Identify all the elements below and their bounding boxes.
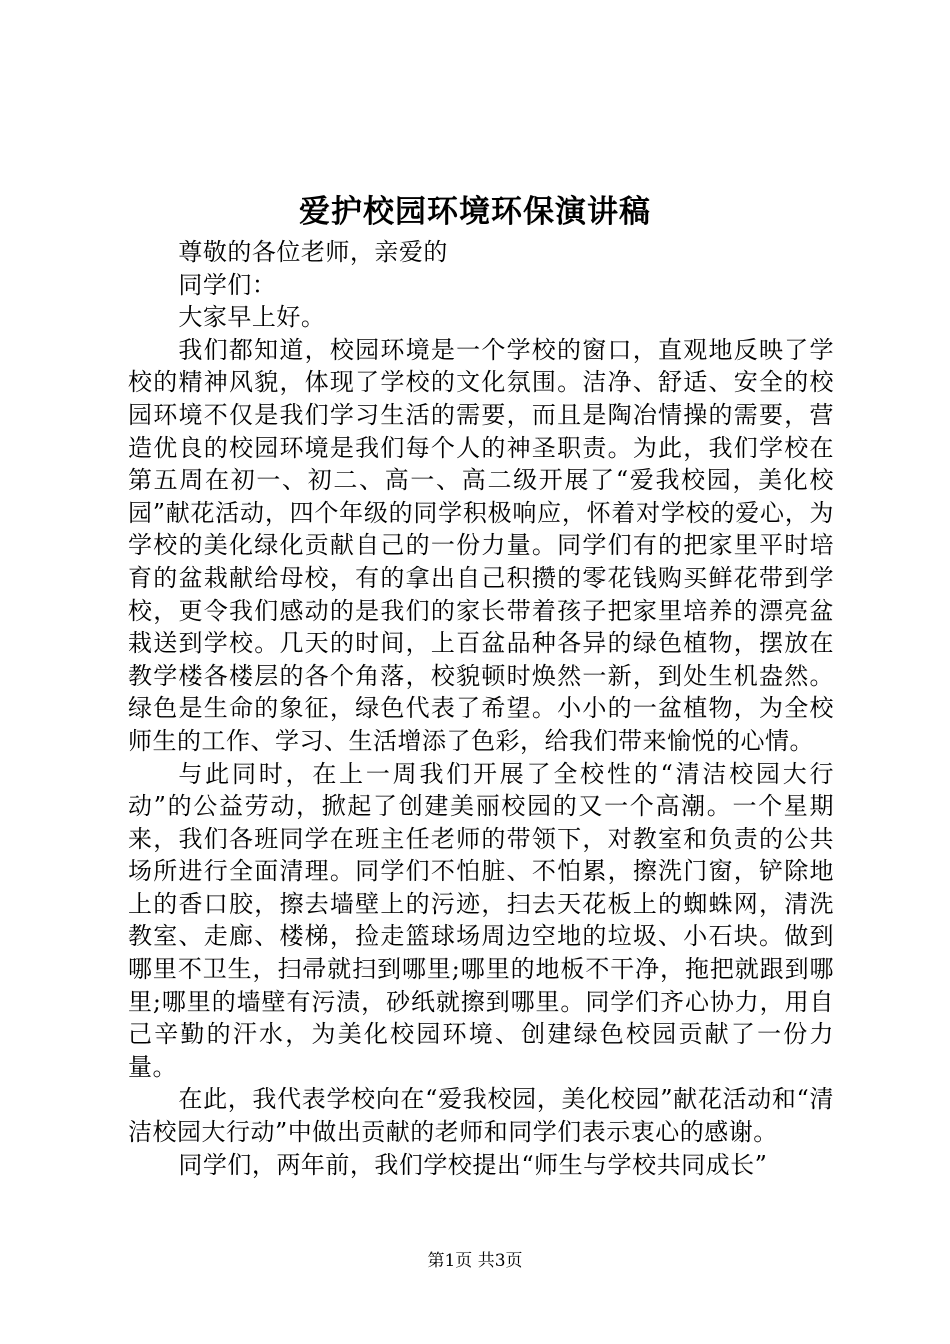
paragraph-4: 同学们，两年前，我们学校提出“师生与学校共同成长” bbox=[178, 1150, 768, 1179]
salutation-line-1: 尊敬的各位老师，亲爱的 bbox=[178, 238, 448, 266]
salutation-line-2: 同学们： bbox=[178, 270, 277, 299]
document-title: 爱护校园环境环保演讲稿 bbox=[299, 194, 651, 230]
greeting: 大家早上好。 bbox=[178, 303, 326, 332]
paragraph-2: 与此同时，在上一周我们开展了全校性的“清洁校园大行动”的公益劳动，掀起了创建美丽校园的又一个高潮。一个星期来，我们各班同学在班主任老师的带领下，对教室和负责的公共场所进行全面清理。同学们不怕脏、不怕累，擦洗门窗，铲除地上的香口胶，擦去墙壁上的污迹，扫去天花板上的蜘蛛网，清洗教室、走廊、楼梯，捡走篮球场周边空地的垃圾、小石块。做到哪里不卫生，扫帚就扫到哪里;哪里的地板不干净，拖把就跟到哪里;哪里的墙壁有污渍，砂纸就擦到哪里。同学们齐心协力，用自己辛勤的汗水，为美化校园环境、创建绿色校园贡献了一份力量。 bbox=[128, 759, 834, 1081]
paragraph-3: 在此，我代表学校向在“爱我校园，美化校园”献花活动和“清洁校园大行动”中做出贡献的老师和同学们表示衷心的感谢。 bbox=[128, 1085, 834, 1147]
document-body bbox=[128, 236, 834, 1181]
page-indicator: 第1页 共3页 bbox=[427, 1251, 523, 1271]
paragraph-1: 我们都知道，校园环境是一个学校的窗口，直观地反映了学校的精神风貌，体现了学校的文化氛围。洁净、舒适、安全的校园环境不仅是我们学习生活的需要，而且是陶冶情操的需要，营造优良的校园环境是我们每个人的神圣职责。为此，我们学校在第五周在初一、初二、高一、高二级开展了“爱我校园，美化校园”献花活动，四个年级的同学积极响应，怀着对学校的爱心，为学校的美化绿化贡献自己的一份力量。同学们有的把家里平时培育的盆栽献给母校，有的拿出自己积攒的零花钱购买鲜花带到学校，更令我们感动的是我们的家长带着孩子把家里培养的漂亮盆栽送到学校。几天的时间，上百盆品种各异的绿色植物，摆放在教学楼各楼层的各个角落，校貌顿时焕然一新，到处生机盎然。绿色是生命的象征，绿色代表了希望。小小的一盆植物，为全校师生的工作、学习、生活增添了色彩，给我们带来愉悦的心情。 bbox=[128, 335, 834, 755]
